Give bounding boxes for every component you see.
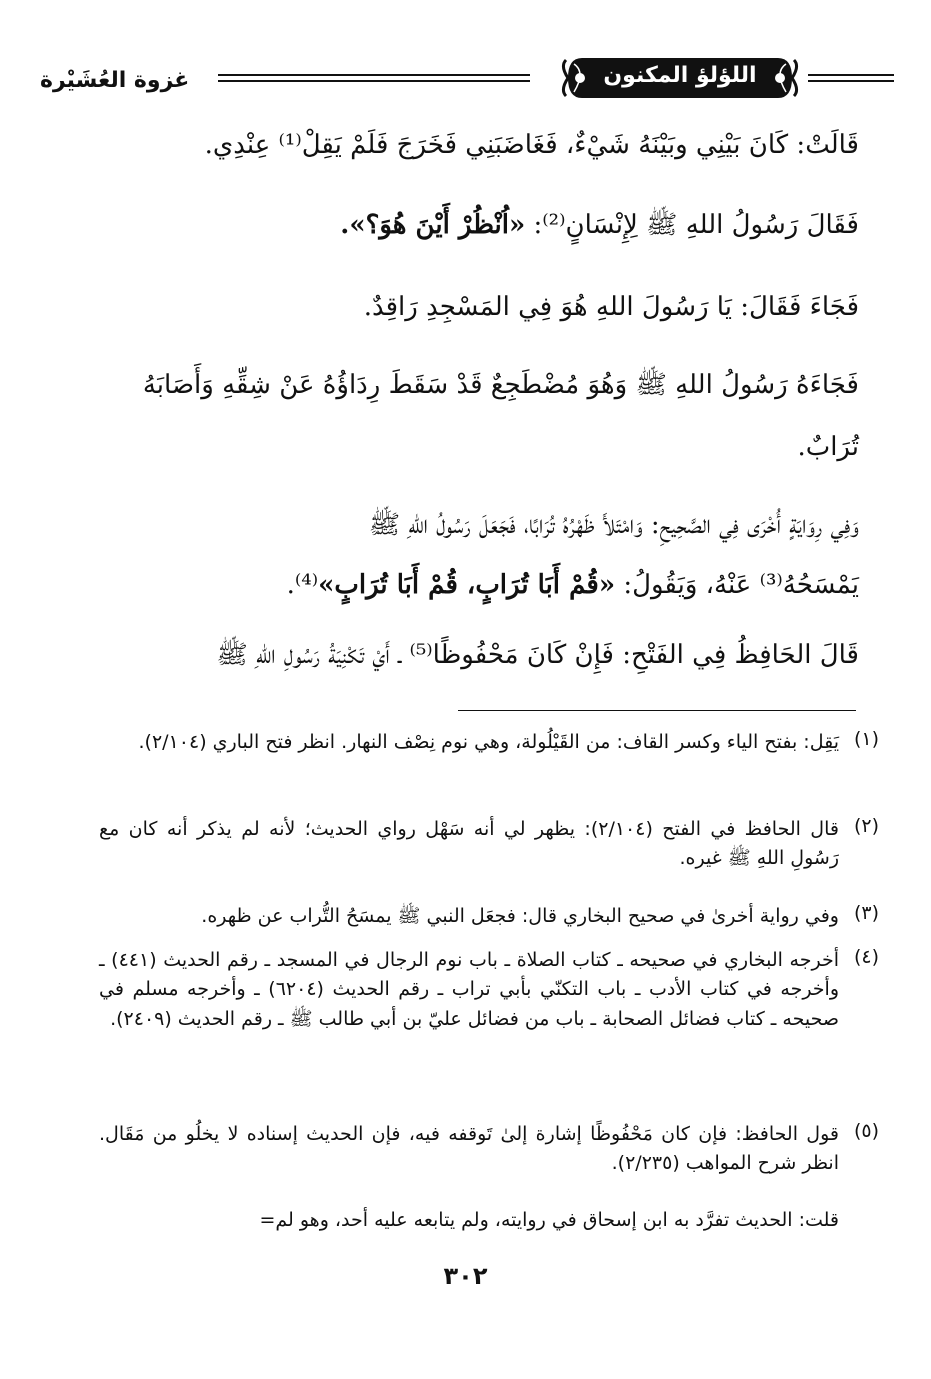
book-title: اللؤلؤ المكنون xyxy=(603,63,757,88)
paragraph-5-line-2 xyxy=(287,570,859,601)
header-rule-left xyxy=(218,74,530,82)
footnote-separator xyxy=(458,710,856,711)
footnote-text: قال الحافظ في الفتح (٢/١٠٤): يظهر لي أنه سَهْل رواي الحديث؛ لأنه لم يذكر أنه كان مع رَسُولِ اللهِ ﷺ غيره. xyxy=(99,818,839,870)
paragraph-5-line-1: وَفِي رِوَايَةٍ أُخْرَى فِي الصَّحِيحِ: وَامْتَلأَ ظَهْرُهُ تُرَابًا، فَجَعَلَ رَسُولُ اللهِ ﷺ xyxy=(368,510,859,540)
paragraph-5-text: يَمْسَحُهُ⁽³⁾ عَنْهُ، وَيَقُولُ: xyxy=(615,570,859,600)
paragraph-2-text: فَقَالَ رَسُولُ اللهِ ﷺ لِإِنْسَانٍ⁽²⁾: xyxy=(525,210,859,240)
footnote-number: (٣) xyxy=(853,902,879,924)
paragraph-5-ref: ⁽⁴⁾. xyxy=(286,570,319,600)
footnote-text: وفي رواية أخرىٰ في صحيح البخاري قال: فجعَل النبي ﷺ يمسَحُ التُّراب عن ظهره. xyxy=(201,905,839,927)
chapter-title: غزوة العُشَيْرة xyxy=(40,68,190,93)
paragraph-2-quote: «اُنْظُرْ أَيْنَ هُوَ؟». xyxy=(340,210,526,240)
page-number: ٣٠٢ xyxy=(443,1262,488,1290)
paragraph-1: قَالَتْ: كَانَ بَيْنِي وبَيْنَهُ شَيْءٌ، فَغَاضَبَنِي فَخَرَجَ فَلَمْ يَقِلْ⁽¹⁾ عِنْدِي. xyxy=(204,130,859,160)
paragraph-6: قَالَ الحَافِظُ فِي الفَتْحِ: فَإِنْ كَانَ مَحْفُوظًا⁽⁵⁾ ـ أَيْ تَكْنِيَةُ رَسُولِ اللهِ ﷺ xyxy=(216,640,859,670)
footnote-number: (٥) xyxy=(853,1120,879,1142)
paragraph-4-line-1: فَجَاءَهُ رَسُولُ اللهِ ﷺ وَهُوَ مُضْطَجِعٌ قَدْ سَقَطَ رِدَاؤُهُ عَنْ شِقِّهِ وَأَصَابَهُ xyxy=(142,370,859,400)
paragraph-5-quote: «قُمْ أَبَا تُرَابٍ، قُمْ أَبَا تُرَابٍ» xyxy=(318,570,616,600)
footnote-text: يَقِل: بفتح الياء وكسر القاف: من القَيْلُولة، وهي نوم نِصْف النهار. انظر فتح الباري (٢/١٠٤). xyxy=(138,731,839,753)
footnote-number: (٢) xyxy=(853,815,879,837)
footnote-number: (١) xyxy=(853,728,879,750)
header-rule-right xyxy=(808,74,894,82)
footnote-continuation: قلت: الحديث تفرَّد به ابن إسحاق في روايته، ولم يتابعه عليه أحد، وهو لم= xyxy=(259,1209,839,1231)
paragraph-3: فَجَاءَ فَقَالَ: يَا رَسُولَ اللهِ هُوَ فِي المَسْجِدِ رَاقِدٌ. xyxy=(363,292,859,322)
footnote-text: أخرجه البخاري في صحيحه ـ كتاب الصلاة ـ باب نوم الرجال في المسجد ـ رقم الحديث (٤٤١) ـ وأخرجه في كتاب الأدب ـ باب التكنّي بأبي تراب ـ رقم الحديث (٦٢٠٤) ـ وأخرجه مسلم في صحيحه ـ كتاب فضائل الصحابة ـ باب من فضائل عليّ بن أبي طالب ﷺ ـ رقم الحديث (٢٤٠٩). xyxy=(99,949,840,1030)
book-title-badge xyxy=(560,52,800,104)
footnote-text: قول الحافظ: فإن كان مَحْفُوظًا إشارة إلىٰ تَوقفه فيه، فإن الحديث إسناده لا يخلُو من مَقَال. انظر شرح المواهب (٢/٢٣٥). xyxy=(99,1123,839,1175)
paragraph-2 xyxy=(340,210,859,241)
paragraph-4-line-2: تُرَابٌ. xyxy=(797,432,859,462)
footnote-number: (٤) xyxy=(853,946,879,968)
